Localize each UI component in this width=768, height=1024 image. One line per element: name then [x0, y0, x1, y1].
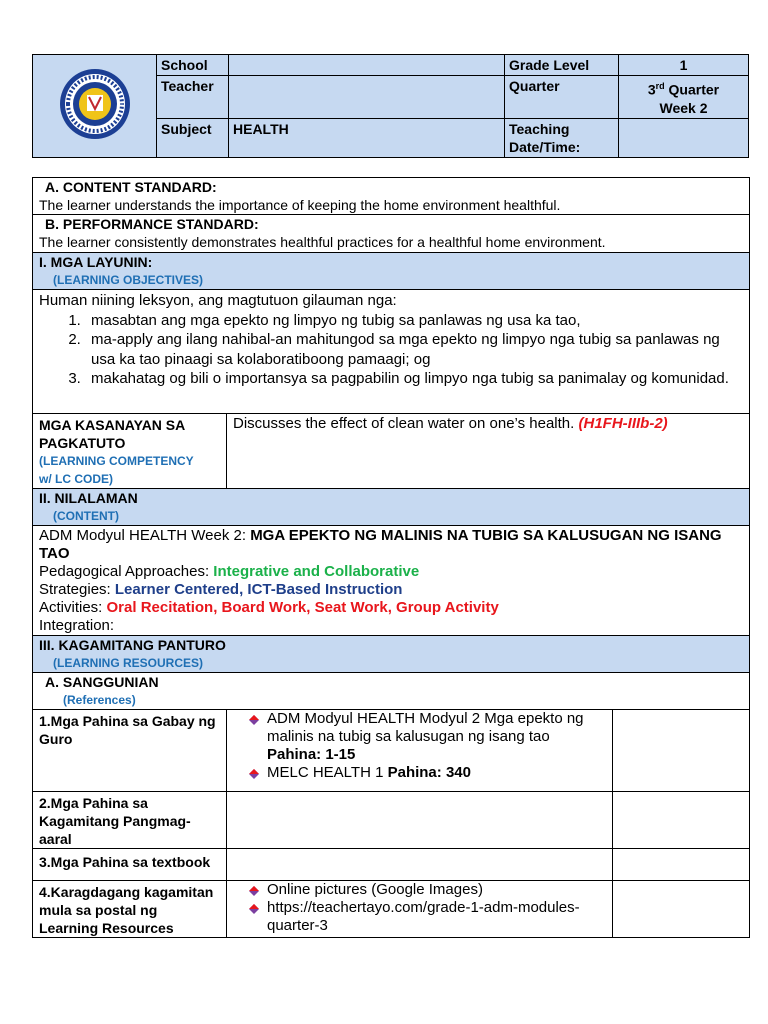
resource-bold: Pahina: 1-15 — [267, 746, 356, 763]
objectives-header — [33, 253, 750, 290]
quarter-week: Week 2 — [659, 99, 708, 116]
objectives-body — [33, 290, 750, 414]
objectives-intro: Human niining leksyon, ang magtutuon gilauman nga: — [39, 292, 397, 309]
module-prefix: ADM Modyul HEALTH Week 2: — [39, 527, 247, 544]
content-subheading: (CONTENT) — [53, 509, 119, 523]
quarter-label: Quarter — [505, 76, 619, 119]
objectives-subheading: (LEARNING OBJECTIVES) — [53, 273, 204, 287]
teaching-label-1: Teaching — [509, 120, 570, 137]
competency-label-1: MGA KASANAYAN SA — [39, 417, 186, 433]
resource-text: Online pictures (Google Images) — [267, 881, 483, 898]
performance-standard-heading: B. PERFORMANCE STANDARD: — [45, 216, 259, 232]
subject-value: HEALTH — [229, 118, 505, 157]
resources-header — [33, 636, 750, 673]
module-title: MGA EPEKTO NG MALINIS NA TUBIG SA KALUSUGAN NG ISANG TAO — [39, 527, 722, 562]
content-standard-cell — [33, 178, 750, 215]
subject-label: Subject — [157, 118, 229, 157]
strategies-line — [39, 581, 743, 599]
performance-standard-text: The learner consistently demonstrates healthful practices for a healthful home environment. — [39, 234, 606, 250]
resource-item — [243, 710, 606, 764]
competency-sub-2: w/ LC CODE) — [39, 472, 113, 486]
quarter-value — [619, 76, 749, 119]
teacher-value[interactable] — [229, 76, 505, 119]
lesson-plan-table — [32, 177, 750, 938]
teaching-date-label — [505, 118, 619, 157]
objectives-heading: I. MGA LAYUNIN: — [39, 254, 153, 270]
performance-standard-cell — [33, 215, 750, 253]
resource-label-cell: 2.Mga Pahina sa Kagamitang Pangmag-aaral — [33, 792, 227, 849]
resource-content-cell — [227, 849, 613, 881]
diamond-bullet-icon — [249, 769, 259, 779]
sanggunian-heading: A. SANGGUNIAN — [45, 674, 159, 690]
resource-link[interactable]: https://teachertayo.com/grade-1-adm-modules-quarter-3 — [267, 899, 580, 934]
competency-code: (H1FH-IIIb-2) — [578, 415, 668, 432]
resource-bold: Pahina: 340 — [387, 764, 471, 781]
approaches-value: Integrative and Collaborative — [213, 563, 420, 580]
competency-label-2: PAGKATUTO — [39, 435, 126, 451]
diamond-bullet-icon — [249, 715, 259, 725]
resource-item — [243, 899, 606, 935]
resource-label-cell: 4.Karagdagang kagamitan mula sa postal ng Learning Resources — [33, 881, 227, 938]
header-table — [32, 54, 749, 158]
diamond-bullet-icon — [249, 904, 259, 914]
competency-sub-1: (LEARNING COMPETENCY — [39, 454, 194, 468]
resource-content-cell — [227, 792, 613, 849]
resource-label-cell: 1.Mga Pahina sa Gabay ng Guro — [33, 710, 227, 792]
teacher-label: Teacher — [157, 76, 229, 119]
resource-content-cell — [227, 710, 613, 792]
content-body — [33, 526, 750, 636]
competency-text: Discusses the effect of clean water on one’s health. — [233, 415, 575, 432]
objectives-list — [39, 311, 743, 389]
resource-list — [243, 881, 606, 935]
objective-item: 1. masabtan ang mga epekto ng limpyo ng tubig sa panlawas ng usa ka tao, — [85, 311, 743, 331]
strategies-value: Learner Centered, ICT-Based Instruction — [114, 581, 403, 598]
activities-line — [39, 599, 743, 617]
resources-subheading: (LEARNING RESOURCES) — [53, 656, 204, 670]
resource-item — [243, 764, 606, 782]
quarter-num: 3 — [647, 81, 656, 98]
grade-level-label: Grade Level — [505, 55, 619, 76]
school-label: School — [157, 55, 229, 76]
quarter-sup: rd — [655, 81, 665, 91]
competency-text-cell — [227, 414, 750, 489]
resource-item — [243, 881, 606, 899]
content-header — [33, 489, 750, 526]
school-value[interactable] — [229, 55, 505, 76]
references-label: (References) — [63, 693, 136, 707]
content-standard-heading: A. CONTENT STANDARD: — [45, 179, 217, 195]
deped-seal-icon — [58, 67, 132, 141]
strategies-label: Strategies: — [39, 581, 115, 598]
objective-item: 3. makahatag og bili o importansya sa pagpabilin og limpyo nga tubig sa panimalay og komunidad. — [85, 369, 743, 389]
quarter-word: Quarter — [664, 81, 720, 98]
teaching-label-2: Date/Time: — [509, 138, 581, 155]
grade-level-value: 1 — [619, 55, 749, 76]
activities-label: Activities: — [39, 599, 107, 616]
resource-label-cell: 3.Mga Pahina sa textbook — [33, 849, 227, 881]
approaches-line — [39, 563, 743, 581]
activities-value: Oral Recitation, Board Work, Seat Work, Group Activity — [106, 599, 499, 616]
objective-item: 2. ma-apply ang ilang nahibal-an mahitungod sa mga epekto ng limpyo nga tubig sa panlawas ng usa ka tao pinaagi sa kolaboratiboong pamaagi; og — [85, 330, 743, 369]
teaching-date-value[interactable] — [619, 118, 749, 157]
resource-content-cell — [227, 881, 613, 938]
resources-heading: III. KAGAMITANG PANTURO — [39, 637, 226, 653]
resource-text: ADM Modyul HEALTH Modyul 2 Mga epekto ng malinis na tubig sa kalusugan ng isang tao — [267, 710, 584, 745]
resource-extra-cell — [613, 881, 750, 938]
resource-extra-cell — [613, 710, 750, 792]
competency-label-cell — [33, 414, 227, 489]
integration-line: Integration: — [39, 617, 115, 634]
module-line — [39, 527, 743, 563]
logo-cell — [33, 55, 157, 158]
content-heading: II. NILALAMAN — [39, 490, 138, 506]
resource-extra-cell — [613, 849, 750, 881]
diamond-bullet-icon — [249, 886, 259, 896]
approaches-label: Pedagogical Approaches: — [39, 563, 214, 580]
sanggunian-cell — [33, 673, 750, 710]
resource-extra-cell — [613, 792, 750, 849]
resource-text: MELC HEALTH 1 — [267, 764, 388, 781]
content-standard-text: The learner understands the importance of keeping the home environment healthful. — [39, 197, 561, 213]
resource-list — [243, 710, 606, 782]
